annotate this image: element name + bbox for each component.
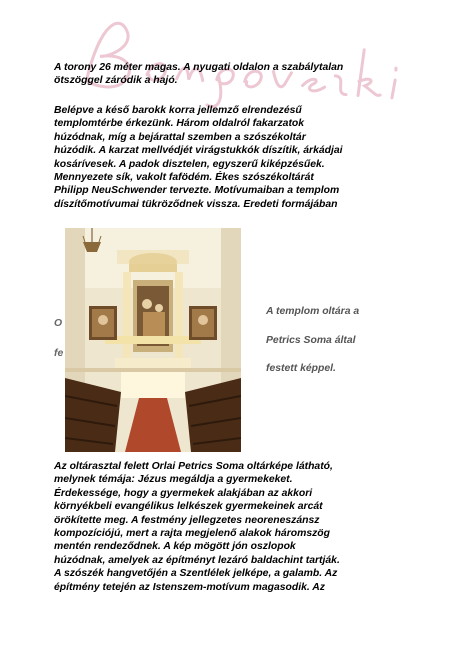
photo-caption-line: A templom oltára a bbox=[266, 306, 360, 317]
text-line: templomtérbe érkezünk. Három oldalról fakarzatok bbox=[54, 118, 305, 130]
altar-photo-illustration bbox=[65, 228, 241, 452]
text-line: kosárívesek. A padok disztelen, egyszerű kiképzésűek. bbox=[54, 158, 325, 170]
text-line: melynek témája: Jézus megáldja a gyermekeket. bbox=[54, 474, 293, 486]
text-line: Belépve a késő barokk korra jellemző elrendezésű bbox=[54, 105, 302, 116]
clipped-text-fragment: O bbox=[54, 318, 63, 329]
altar-photo bbox=[65, 228, 241, 452]
text-line: Mennyezete sík, vakolt fafödém. Ékes szószékoltárát bbox=[54, 172, 314, 184]
text-line: örökítette meg. A festmény jellegzetes neoreneszánsz bbox=[54, 514, 320, 526]
text-line: Érdekessége, hogy a gyermekek alakjában az akkori bbox=[54, 487, 313, 499]
photo-caption-line: Petrics Soma által bbox=[266, 335, 356, 346]
text-line: Philipp NeuSchwender tervezte. Motívumaiban a templom bbox=[54, 185, 340, 197]
text-line: Az oltárasztal felett Orlai Petrics Soma oltárképe látható, bbox=[54, 461, 333, 472]
text-line: húzódik. A karzat mellvédjét virágstukkók díszítik, árkádjai bbox=[54, 145, 343, 157]
text-line: mentén rendeződnek. A kép mögött jón oszlopok bbox=[54, 541, 296, 553]
text-line: ötszöggel záródik a hajó. bbox=[54, 75, 178, 87]
text-line: húzódnak, míg a bejárattal szemben a szószékoltár bbox=[54, 131, 306, 143]
interior-description-paragraph bbox=[54, 104, 414, 211]
altarpiece-description-paragraph bbox=[54, 460, 414, 594]
text-line: építmény tetején az Istenszem-motívum magasodik. Az bbox=[54, 581, 325, 593]
clipped-text-fragment: fe bbox=[54, 348, 64, 359]
intro-paragraph bbox=[54, 61, 414, 88]
text-line: A szószék hangvetőjén a Szentlélek jelképe, a galamb. Az bbox=[54, 568, 338, 580]
text-line: A torony 26 méter magas. A nyugati oldalon a szabálytalan bbox=[54, 62, 344, 73]
text-line: kompozíciójú, mert a rajta megjelenő alakok háromszög bbox=[54, 528, 331, 540]
text-line: húzódnak, amelyek az építményt lezáró baldachint tartják. bbox=[54, 554, 340, 566]
photo-caption-line: festett képpel. bbox=[266, 363, 336, 374]
text-line: környékbeli evangélikus lelkészek gyermekeinek arcát bbox=[54, 501, 323, 513]
text-line: díszítőmotívumai tükröződnek vissza. Eredeti formájában bbox=[54, 198, 338, 210]
